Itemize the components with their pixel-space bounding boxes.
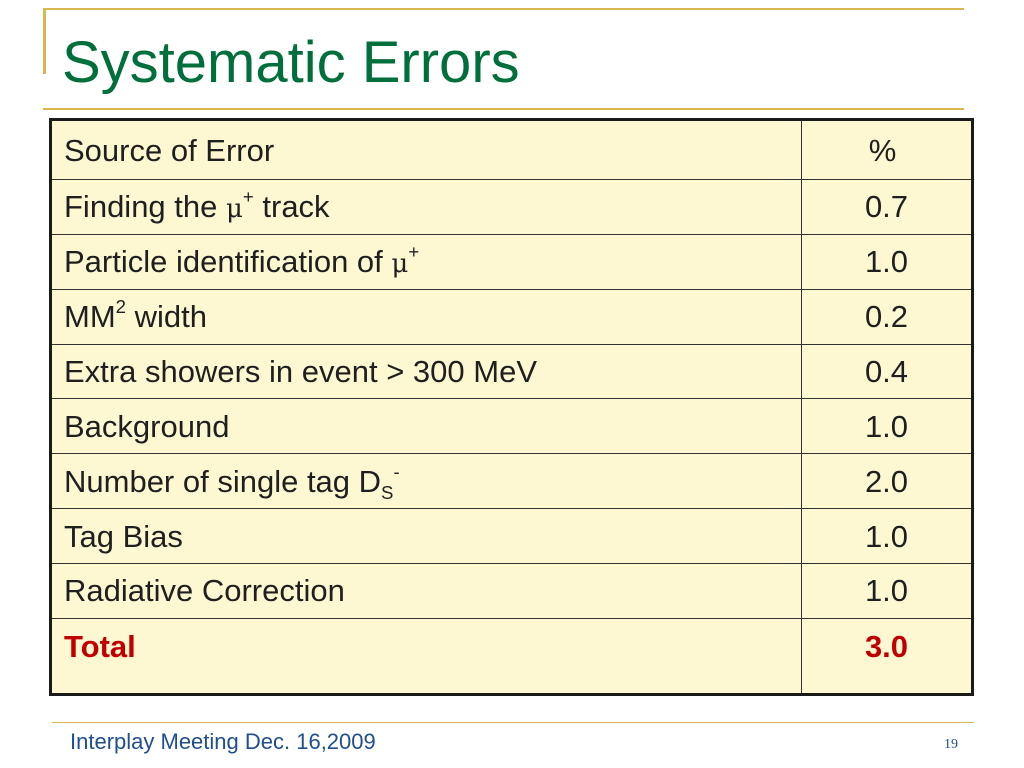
table-row bbox=[52, 509, 971, 564]
row-value: 1.0 bbox=[802, 234, 972, 289]
header-percent: % bbox=[802, 121, 972, 180]
table-row bbox=[52, 564, 971, 619]
row-value: 0.4 bbox=[802, 344, 972, 399]
row-source: Tag Bias bbox=[52, 509, 802, 564]
total-row bbox=[52, 618, 971, 693]
table-row bbox=[52, 399, 971, 454]
row-value: 1.0 bbox=[802, 509, 972, 564]
row-source: Extra showers in event > 300 MeV bbox=[52, 344, 802, 399]
footer-rule bbox=[52, 722, 974, 723]
row-source: Number of single tag $D_S^-$ bbox=[52, 454, 802, 509]
title-rule bbox=[43, 108, 964, 110]
table-row bbox=[52, 234, 971, 289]
row-value: 1.0 bbox=[802, 399, 972, 454]
slide-title: Systematic Errors bbox=[62, 30, 520, 95]
table-row bbox=[52, 344, 971, 399]
table-header-row bbox=[52, 121, 971, 180]
row-source: $MM^2$ width bbox=[52, 289, 802, 344]
row-source: Finding the μ+ track bbox=[52, 180, 802, 235]
frame-top-rule bbox=[45, 8, 964, 10]
total-value: 3.0 bbox=[802, 618, 972, 693]
row-value: 0.2 bbox=[802, 289, 972, 344]
row-source: Radiative Correction bbox=[52, 564, 802, 619]
systematic-errors-table bbox=[49, 118, 974, 696]
page-number: 19 bbox=[944, 737, 958, 752]
table-row bbox=[52, 289, 971, 344]
row-value: 2.0 bbox=[802, 454, 972, 509]
table-row bbox=[52, 454, 971, 509]
header-source-of-error: Source of Error bbox=[52, 121, 802, 180]
row-source: Background bbox=[52, 399, 802, 454]
total-label: Total bbox=[52, 618, 802, 693]
row-source: Particle identification of μ+ bbox=[52, 234, 802, 289]
row-value: 0.7 bbox=[802, 180, 972, 235]
row-value: 1.0 bbox=[802, 564, 972, 619]
footer-meeting-info: Interplay Meeting Dec. 16,2009 bbox=[70, 729, 376, 754]
frame-left-rule bbox=[43, 8, 46, 74]
table-row bbox=[52, 180, 971, 235]
